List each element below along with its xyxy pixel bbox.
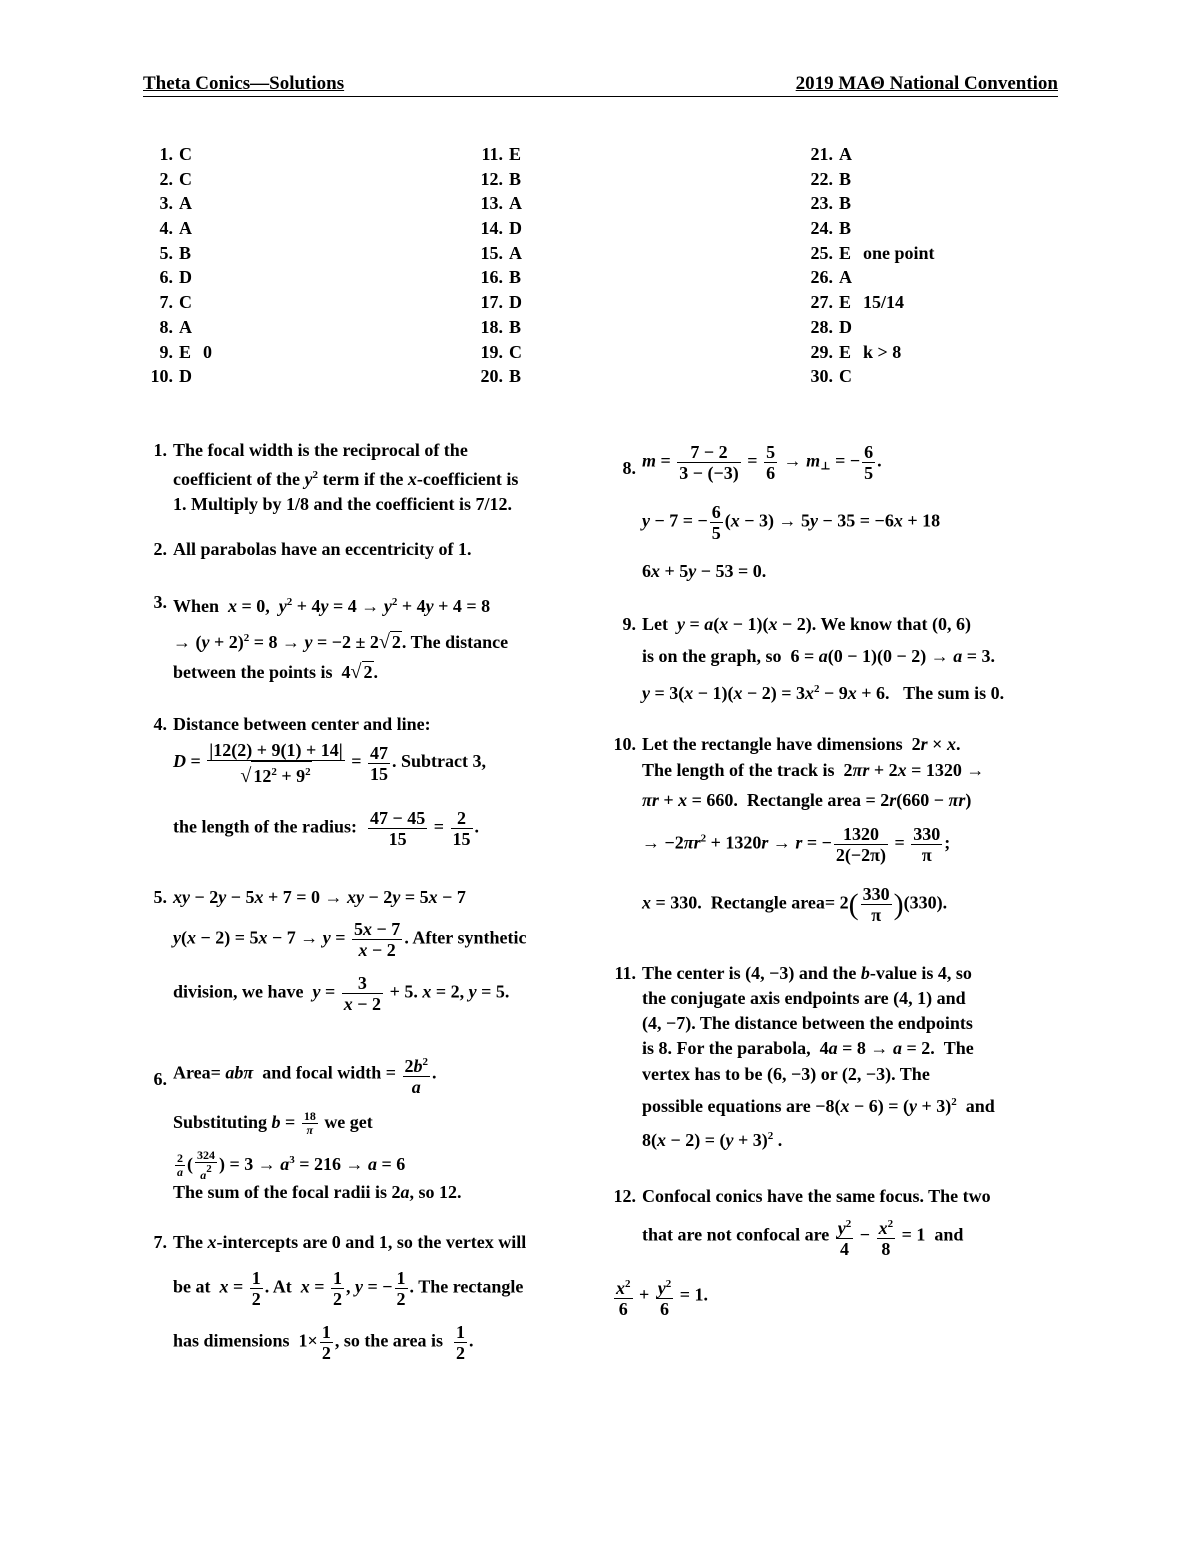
solution-number: 3. [153,592,167,612]
solution-text: Let the rectangle have dimensions 2r × x. [642,734,961,754]
answer-letter: D [179,366,192,387]
answer-key-item [143,142,212,167]
answer-key-column-1 [143,142,212,389]
answer-key-item [803,265,935,290]
solution-text: The center is (4, −3) and the b-value is 4, so [642,963,972,983]
solution-equation: $y = 3(x - 1)(x - 2) = 3x^2 - 9x + 6$. The sum is 0. [642,683,1005,703]
answer-key-item [473,142,534,167]
solution-text: Substituting b = $\frac{18}{\pi}$ we get [173,1109,373,1138]
solution-number: 12. [613,1186,636,1206]
answer-letter: A [179,316,192,337]
solution-number: 2. [153,539,167,559]
answer-key-column-2 [473,142,534,389]
solution-text: the length of the radius: $\frac{47 - 45}{15}$ = $\frac{2}{15}$ . [173,808,480,849]
solution-text: between the points is 4√ 2. [173,661,378,683]
question-number: 16. [480,267,503,288]
answer-key-item [803,167,935,192]
question-number: 29. [810,341,833,362]
solution-text: be at x = $\frac{1}{2}$ . At x = $\frac{1}{2}$ , y = − $\frac{1}{2}$ . The rectangle [173,1268,524,1309]
answer-key-item [473,315,534,340]
question-number: 8. [159,316,173,337]
answer-letter: A [839,267,852,288]
solution-equation: D = $\frac{|12(2) + 9(1) + 14|}{√ 12^2 + 9^2}$ = $\frac{47}{15}$ . Subtract 3, [173,740,486,787]
answer-letter: E [509,144,522,164]
answer-letter: A [179,193,192,214]
solution-text: πr + x = 660. Rectangle area = 2r(660 − πr) [642,790,972,810]
answer-key-item [803,216,935,241]
answer-key-item [803,315,935,340]
question-number: 15. [480,242,503,263]
answer-key-item [473,340,534,365]
question-number: 6. [159,267,173,288]
solution-number: 10. [613,734,636,754]
question-number: 23. [810,193,833,214]
answer-key-item [143,290,212,315]
answer-key-item [803,290,935,315]
solution-equation: → $-2\pi r^2 + 1320r \to r$ = − $\frac{1320}{2(-2\pi)}$ = $\frac{330}{\pi}$ ; [642,824,951,865]
answer-letter: A [509,193,522,214]
answer-extra: one point [863,242,935,263]
answer-key-item [473,290,534,315]
answer-letter: C [509,341,522,362]
solution-text: Area= abπ and focal width = $\frac{2b^2}{a}$ . [173,1052,437,1097]
question-number: 18. [480,316,503,337]
solution-text: Confocal conics have the same focus. The two [642,1186,991,1206]
solution-text: The length of the track is 2πr + 2x = 1320 → [642,760,985,780]
solution-equation: y − 7 = − $\frac{6}{5}$ (x − 3) → 5y − 35 = −6x + 18 [642,502,941,543]
page-header [143,72,1058,97]
solution-equation: xy − 2y − 5x + 7 = 0 → xy − 2y = 5x − 7 [173,887,466,907]
answer-key-item [473,364,534,389]
answer-key-item [473,191,534,216]
solution-text: x = 330. Rectangle area= 2( $\frac{330}{\pi}$ )(330). [642,884,948,925]
solution-text: coefficient of the $y^2$ term if the x-coefficient is [173,469,519,489]
solution-number: 1. [153,440,167,460]
solution-text: vertex has to be (6, −3) or (2, −3). The [642,1064,930,1084]
question-number: 22. [810,168,833,189]
solution-equation: y(x − 2) = 5x − 7 → y = $\frac{5x - 7}{x - 2}$ . After synthetic [173,919,527,960]
solution-number: 9. [622,614,636,634]
solution-number: 5. [153,887,167,907]
solution-text: has dimensions 1× $\frac{1}{2}$ , so the area is $\frac{1}{2}$ . [173,1322,474,1363]
answer-letter: B [839,168,852,189]
answer-key-item [143,315,212,340]
question-number: 17. [480,292,503,313]
answer-key-item [473,265,534,290]
answer-key-item [473,167,534,192]
solution-text: The x-intercepts are 0 and 1, so the vertex will [173,1232,527,1252]
solution-text: 1. Multiply by 1/8 and the coefficient is 7/12. [173,494,512,514]
answer-letter: D [509,292,522,313]
answer-key-item [803,340,935,365]
answer-letter: A [179,218,192,239]
solution-text: (4, −7). The distance between the endpoints [642,1013,973,1033]
question-number: 20. [480,366,503,387]
answer-letter: C [839,366,852,387]
header-title: Theta Conics—Solutions [143,73,345,94]
question-number: 25. [810,242,833,263]
solution-text: The focal width is the reciprocal of the [173,440,468,460]
solution-equation: $\frac{x^2}{6}$ + $\frac{y^2}{6}$ = 1. [612,1274,708,1319]
solution-text: All parabolas have an eccentricity of 1. [173,539,472,559]
question-number: 2. [159,168,173,189]
question-number: 5. [159,242,173,263]
question-number: 4. [159,218,173,239]
solution-equation: m = $\frac{7 - 2}{3 - (-3)}$ = $\frac{5}{6}$ → $m_\perp$ = − $\frac{6}{5}$ . [642,442,882,483]
answer-letter: D [509,218,522,239]
solution-text: Let y = a(x − 1)(x − 2). We know that (0, 6) [642,614,971,634]
question-number: 26. [810,267,833,288]
answer-letter: B [509,267,522,288]
solution-text: the conjugate axis endpoints are (4, 1) and [642,988,966,1008]
solution-text: When x = 0, $y^2 + 4y = 4 \to y^2 + 4y + 4 = 8$ [173,596,491,616]
solution-text: that are not confocal are $\frac{y^2}{4}$ − $\frac{x^2}{8}$ = 1 and [642,1214,963,1259]
answer-letter: B [509,168,522,189]
answer-key-item [473,216,534,241]
question-number: 1. [159,144,173,164]
solution-number: 4. [153,714,167,734]
question-number: 12. [480,168,503,189]
solution-text: The sum of the focal radii is 2a, so 12. [173,1182,462,1202]
solution-number: 7. [153,1232,167,1252]
question-number: 21. [810,144,833,164]
answer-letter: B [509,316,522,337]
answer-letter: A [839,144,852,164]
answer-letter: C [179,292,192,313]
solution-number: 8. [622,458,636,478]
answer-letter: D [839,316,852,337]
answer-key-item [143,167,212,192]
solution-text: Distance between center and line: [173,714,431,734]
answer-letter: B [179,242,192,263]
question-number: 10. [150,366,173,387]
answer-extra: k > 8 [863,341,902,362]
solution-equation: 6x + 5y − 53 = 0. [642,561,767,581]
answer-key-item [143,216,212,241]
question-number: 30. [810,366,833,387]
answer-key-item [803,364,935,389]
answer-key-item [143,191,212,216]
answer-key-item [143,265,212,290]
answer-extra: 15/14 [863,292,905,313]
answer-key-item [143,364,212,389]
question-number: 13. [480,193,503,214]
question-number: 11. [481,144,503,164]
question-number: 3. [159,193,173,214]
question-number: 9. [159,341,173,362]
solution-equation: $\frac{2}{a}$ ( $\frac{324}{a^2}$ ) = $3 \to a^3 = 216 \to a = 6$ [177,1148,406,1183]
answer-key-item [143,241,212,266]
answer-letter: E [839,341,852,362]
question-number: 19. [480,341,503,362]
answer-letter: D [179,267,192,288]
answer-letter: B [509,366,522,387]
solution-equation: $8(x - 2) = (y + 3)^2$ . [642,1130,783,1150]
question-number: 28. [810,316,833,337]
answer-key-item [143,340,212,365]
answer-key-item [803,142,935,167]
answer-extra: 0 [203,341,213,362]
solution-number: 11. [614,963,636,983]
question-number: 24. [810,218,833,239]
solution-equation: → $(y + 2)^2 = 8 \to y = -2 \pm 2√$ 2. The distance [173,631,509,653]
answer-letter: A [509,242,522,263]
answer-key-item [473,241,534,266]
solution-text: division, we have y = $\frac{3}{x - 2}$ + 5. x = 2, y = 5. [173,973,510,1014]
answer-letter: C [179,144,192,164]
answer-key-item [803,241,935,266]
solution-number: 6. [153,1069,167,1089]
answer-letter: E [839,242,852,263]
question-number: 14. [480,218,503,239]
answer-letter: B [839,218,852,239]
answer-key-item [803,191,935,216]
solution-text: is on the graph, so 6 = a(0 − 1)(0 − 2) → a = 3. [642,646,996,666]
solution-text: possible equations are $-8(x - 6) = (y + 3)^2$ and [642,1096,995,1116]
answer-letter: B [839,193,852,214]
answer-letter: E [179,341,192,362]
answer-letter: E [839,292,852,313]
answer-key-column-3 [803,142,935,389]
solution-text: is 8. For the parabola, 4a = 8 → a = 2. The [642,1038,974,1058]
question-number: 27. [810,292,833,313]
question-number: 7. [159,292,173,313]
answer-letter: C [179,168,192,189]
header-event: 2019 MAΘ National Convention [795,73,1058,94]
